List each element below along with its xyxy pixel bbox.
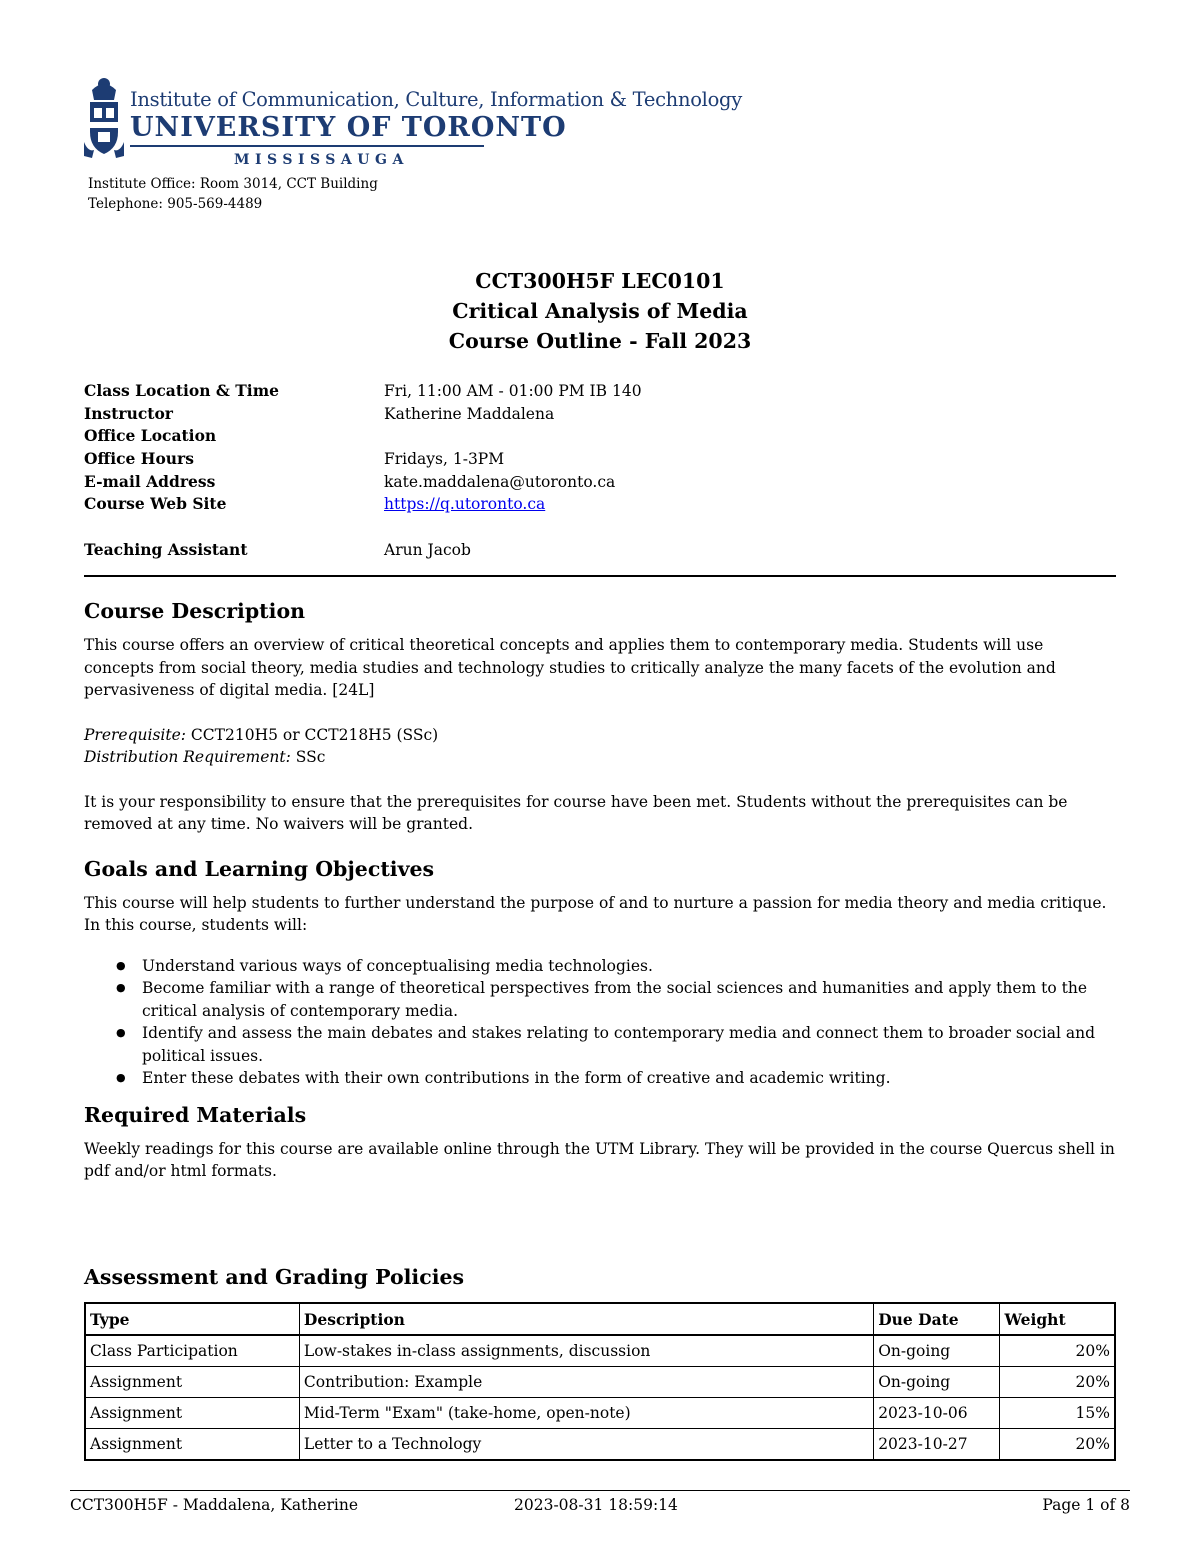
list-item: ● Identify and assess the main debates and stakes relating to contemporary media and connect them to broader social and political issues. (142, 1022, 1118, 1067)
list-item: ● Enter these debates with their own contributions in the form of creative and academic writing. (142, 1067, 1118, 1090)
info-label: E-mail Address (84, 471, 216, 491)
info-row-office-hours (84, 448, 804, 471)
requirements-block (84, 724, 1118, 769)
institute-office: Institute Office: Room 3014, CCT Building (88, 176, 378, 192)
column-header: Type (85, 1303, 299, 1335)
materials-text: Weekly readings for this course are available online through the UTM Library. They will be provided in the course Quercus shell in pdf and/or html formats. (84, 1139, 1115, 1180)
info-row-ta (84, 539, 804, 562)
outline-term: Course Outline - Fall 2023 (448, 329, 752, 353)
distribution-label: Distribution Requirement: (84, 748, 291, 766)
info-value: Fri, 11:00 AM - 01:00 PM IB 140 (384, 382, 642, 400)
prerequisite-responsibility-text: It is your responsibility to ensure that the prerequisites for course have been met. Students without the prerequisites can be removed at any time. No waivers will be granted. (84, 792, 1068, 833)
course-description-heading: Course Description (84, 599, 306, 623)
logo-campus-name: MISSISSAUGA (230, 152, 413, 168)
objectives-list (84, 955, 1118, 1090)
info-label: Office Location (84, 426, 217, 446)
goals-heading: Goals and Learning Objectives (84, 856, 435, 881)
info-value: Fridays, 1-3PM (384, 450, 505, 469)
table-row (85, 1335, 1115, 1367)
table-cell: Assignment (85, 1398, 299, 1429)
table-cell: 20% (1000, 1429, 1115, 1461)
table-cell: 15% (1000, 1398, 1115, 1429)
institute-contact (88, 174, 378, 214)
info-label: Instructor (84, 403, 173, 423)
table-cell: Assignment (85, 1429, 299, 1461)
course-website-link[interactable]: https://q.utoronto.ca (384, 495, 546, 514)
section-divider (84, 575, 1116, 577)
course-title-block (0, 266, 1200, 356)
course-code: CCT300H5F LEC0101 (475, 269, 725, 293)
logo-institute-name: Institute of Communication, Culture, Information & Technology (130, 88, 742, 111)
info-value: Arun Jacob (384, 540, 471, 559)
info-label: Course Web Site (84, 494, 227, 514)
info-label: Office Hours (84, 449, 194, 469)
table-row (85, 1398, 1115, 1429)
institution-logo (84, 72, 742, 168)
list-item: ● Become familiar with a range of theoretical perspectives from the social sciences and humanities and apply them to the critical analysis of contemporary media. (142, 977, 1118, 1022)
institute-telephone: Telephone: 905-569-4489 (88, 196, 263, 212)
course-info-table (84, 380, 804, 562)
info-value (384, 425, 804, 448)
table-row (85, 1367, 1115, 1398)
university-crest-icon (84, 72, 124, 158)
table-cell: Mid-Term "Exam" (take-home, open-note) (299, 1398, 873, 1429)
info-row-instructor (84, 403, 804, 426)
table-cell: 2023-10-06 (874, 1398, 1000, 1429)
prerequisite-label: Prerequisite: (84, 725, 186, 744)
list-item: ● Understand various ways of conceptualising media technologies. (142, 955, 1118, 978)
grading-heading: Assessment and Grading Policies (84, 1265, 465, 1289)
table-cell: Low-stakes in-class assignments, discussion (299, 1335, 873, 1367)
table-cell: Class Participation (85, 1335, 299, 1367)
table-cell: On-going (874, 1335, 1000, 1367)
table-header-row (85, 1303, 1115, 1335)
table-cell: 20% (1000, 1367, 1115, 1398)
logo-divider (130, 145, 484, 147)
info-row-class-location (84, 380, 804, 403)
info-value: Katherine Maddalena (384, 404, 555, 423)
outline-body (84, 596, 1118, 1205)
table-row (85, 1429, 1115, 1461)
info-label: Teaching Assistant (84, 539, 248, 559)
info-value: kate.maddalena@utoronto.ca (384, 472, 616, 491)
footer-course-instructor: CCT300H5F - Maddalena, Katherine (70, 1496, 358, 1514)
info-row-website (84, 493, 804, 516)
table-cell: 2023-10-27 (874, 1429, 1000, 1461)
goals-intro: This course will help students to further understand the purpose of and to nurture a passion for media theory and media critique. In this course, students will: (84, 893, 1107, 934)
logo-university-name: UNIVERSITY OF TORONTO (130, 112, 567, 143)
info-row-office-location (84, 425, 804, 448)
prerequisite-value: CCT210H5 or CCT218H5 (SSc) (186, 725, 439, 744)
column-header: Due Date (874, 1303, 1000, 1335)
footer-divider (70, 1490, 1130, 1491)
table-cell: 20% (1000, 1335, 1115, 1367)
column-header: Description (299, 1303, 873, 1335)
footer-timestamp: 2023-08-31 18:59:14 (514, 1496, 678, 1514)
table-cell: On-going (874, 1367, 1000, 1398)
column-header: Weight (1000, 1303, 1115, 1335)
materials-heading: Required Materials (84, 1102, 307, 1127)
grading-table (84, 1302, 1116, 1461)
info-label: Class Location & Time (84, 381, 279, 400)
table-cell: Contribution: Example (299, 1367, 873, 1398)
course-description-text: This course offers an overview of critical theoretical concepts and applies them to contemporary media. Students will use concepts from social theory, media studies and technology studies to critically analyze the many facets of the evolution and pervasiveness of digital media. [24L] (84, 636, 1056, 699)
info-row-email (84, 471, 804, 494)
table-cell: Letter to a Technology (299, 1429, 873, 1461)
course-name: Critical Analysis of Media (452, 299, 748, 323)
grading-section (84, 1262, 1118, 1461)
distribution-value: SSc (290, 748, 326, 766)
table-cell: Assignment (85, 1367, 299, 1398)
footer-page-number: Page 1 of 8 (1042, 1496, 1130, 1514)
